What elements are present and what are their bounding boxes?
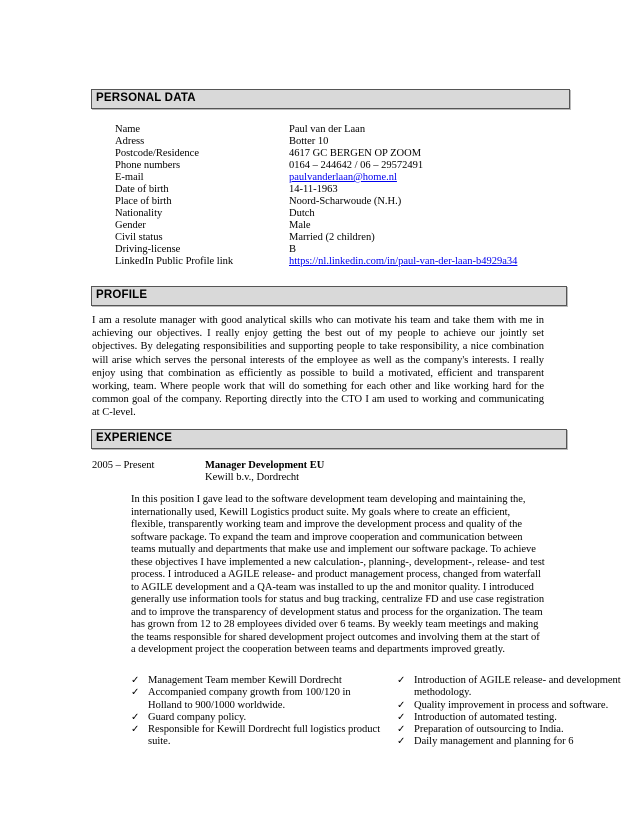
email-label: E-mail: [115, 172, 144, 183]
list-item: ✓ Management Team member Kewill Dordrecht: [131, 675, 342, 686]
nationality-value: Dutch: [289, 208, 315, 219]
civil-status-value: Married (2 children): [289, 232, 375, 243]
place-of-birth-value: Noord-Scharwoude (N.H.): [289, 196, 402, 207]
achievements-right-list: [397, 675, 629, 749]
gender-value: Male: [289, 220, 311, 231]
job-company: Kewill b.v., Dordrecht: [205, 472, 300, 483]
linkedin-link[interactable]: https://nl.linkedin.com/in/paul-van-der-laan-b4929a34: [289, 256, 518, 267]
address-value: Botter 10: [289, 136, 329, 147]
list-item: ✓ Accompanied company growth from 100/120 in Holland to 900/1000 worldwide.: [131, 687, 351, 711]
checkmark-icon: ✓: [131, 675, 140, 686]
place-of-birth-label: Place of birth: [115, 196, 172, 207]
driving-license-label: Driving-license: [115, 244, 181, 255]
checkmark-icon: ✓: [131, 724, 140, 736]
name-label: Name: [115, 124, 141, 135]
profile-text: I am a resolute manager with good analytical skills who can motivate his team and take them with me in achieving our objectives. I really enjoy getting the best out of my people to achieve our jointly set objectives. By delegating responsibilities and supporting people to take responsibility, a nice combination will arise which serves the personal interests of the employee as well as the company's interests. I really enjoy using that combination as efficiently as possible to build a motivated, efficient and transparent working, team. Where people work that will do something for each other and like working hard for the common goal of the company. Reporting directly into the CTO I am used to working and communicating at C-level.: [92, 315, 544, 419]
checkmark-icon: ✓: [131, 687, 140, 699]
phone-value: 0164 – 244642 / 06 – 29572491: [289, 160, 424, 171]
list-item: ✓ Preparation of outsourcing to India.: [397, 724, 564, 736]
list-item: ✓ Responsible for Kewill Dordrecht full logistics product suite.: [131, 724, 381, 748]
personal-data-header: [91, 89, 570, 109]
gender-label: Gender: [115, 220, 146, 231]
list-item: ✓ Quality improvement in process and software.: [397, 699, 609, 711]
date-of-birth-label: Date of birth: [115, 184, 169, 195]
experience-heading: EXPERIENCE: [96, 432, 173, 444]
checkmark-icon: ✓: [397, 736, 406, 748]
email-link[interactable]: paulvanderlaan@home.nl: [289, 172, 397, 183]
checkmark-icon: ✓: [397, 699, 406, 711]
checkmark-icon: ✓: [397, 711, 406, 723]
civil-status-label: Civil status: [115, 232, 163, 243]
profile-header: [91, 286, 567, 306]
driving-license-value: B: [289, 244, 297, 255]
checkmark-icon: ✓: [131, 711, 140, 723]
address-label: Adress: [115, 136, 145, 147]
nationality-label: Nationality: [115, 208, 163, 219]
personal-data-heading: PERSONAL DATA: [96, 92, 196, 104]
experience-header: [91, 429, 567, 449]
checkmark-icon: ✓: [397, 675, 406, 686]
job-title: Manager Development EU: [205, 460, 325, 471]
list-item: ✓ Introduction of AGILE release- and development methodology.: [397, 675, 621, 699]
profile-heading: PROFILE: [96, 289, 148, 301]
postcode-label: Postcode/Residence: [115, 148, 199, 159]
date-of-birth-value: 14-11-1963: [289, 184, 338, 195]
linkedin-label: LinkedIn Public Profile link: [115, 256, 234, 267]
job-date: 2005 – Present: [92, 460, 155, 471]
list-item: ✓ Guard company policy.: [131, 711, 247, 723]
postcode-value: 4617 GC BERGEN OP ZOOM: [289, 148, 422, 159]
list-item: ✓ Daily management and planning for 6: [397, 736, 574, 748]
list-item: ✓ Introduction of automated testing.: [397, 711, 557, 723]
phone-label: Phone numbers: [115, 160, 181, 171]
name-value: Paul van der Laan: [289, 124, 366, 135]
job-description: In this position I gave lead to the software development team developing and maintaining the, internationally used, Kewill Logistics product suite. My goals where to create an efficient, flexible, transparently working team and improve the development process and quality of the software package. To expand the team and improve cooperation and communication between teams mutually and departments that make use and implement our software package. To achieve these objectives I have implemented a new calculation-, planning-, development-, release- and test process. I introduced a AGILE release- and product management process, changed from waterfall to AGILE development and a QA-team was installed to up the and monitor quality. I introduced generally use information tools for status and bug tracking, centralize FD and use case registration and to improve the transparency of development status and process for the organization. The team has grown from 12 to 28 employees divided over 6 teams. By weekly team meetings and making the teams responsible for shared development project outcomes and involving them at the start of a development project the cooperation between teams and departments improved greatly.: [131, 494, 545, 655]
achievements-left-list: [131, 675, 383, 749]
checkmark-icon: ✓: [397, 724, 406, 736]
